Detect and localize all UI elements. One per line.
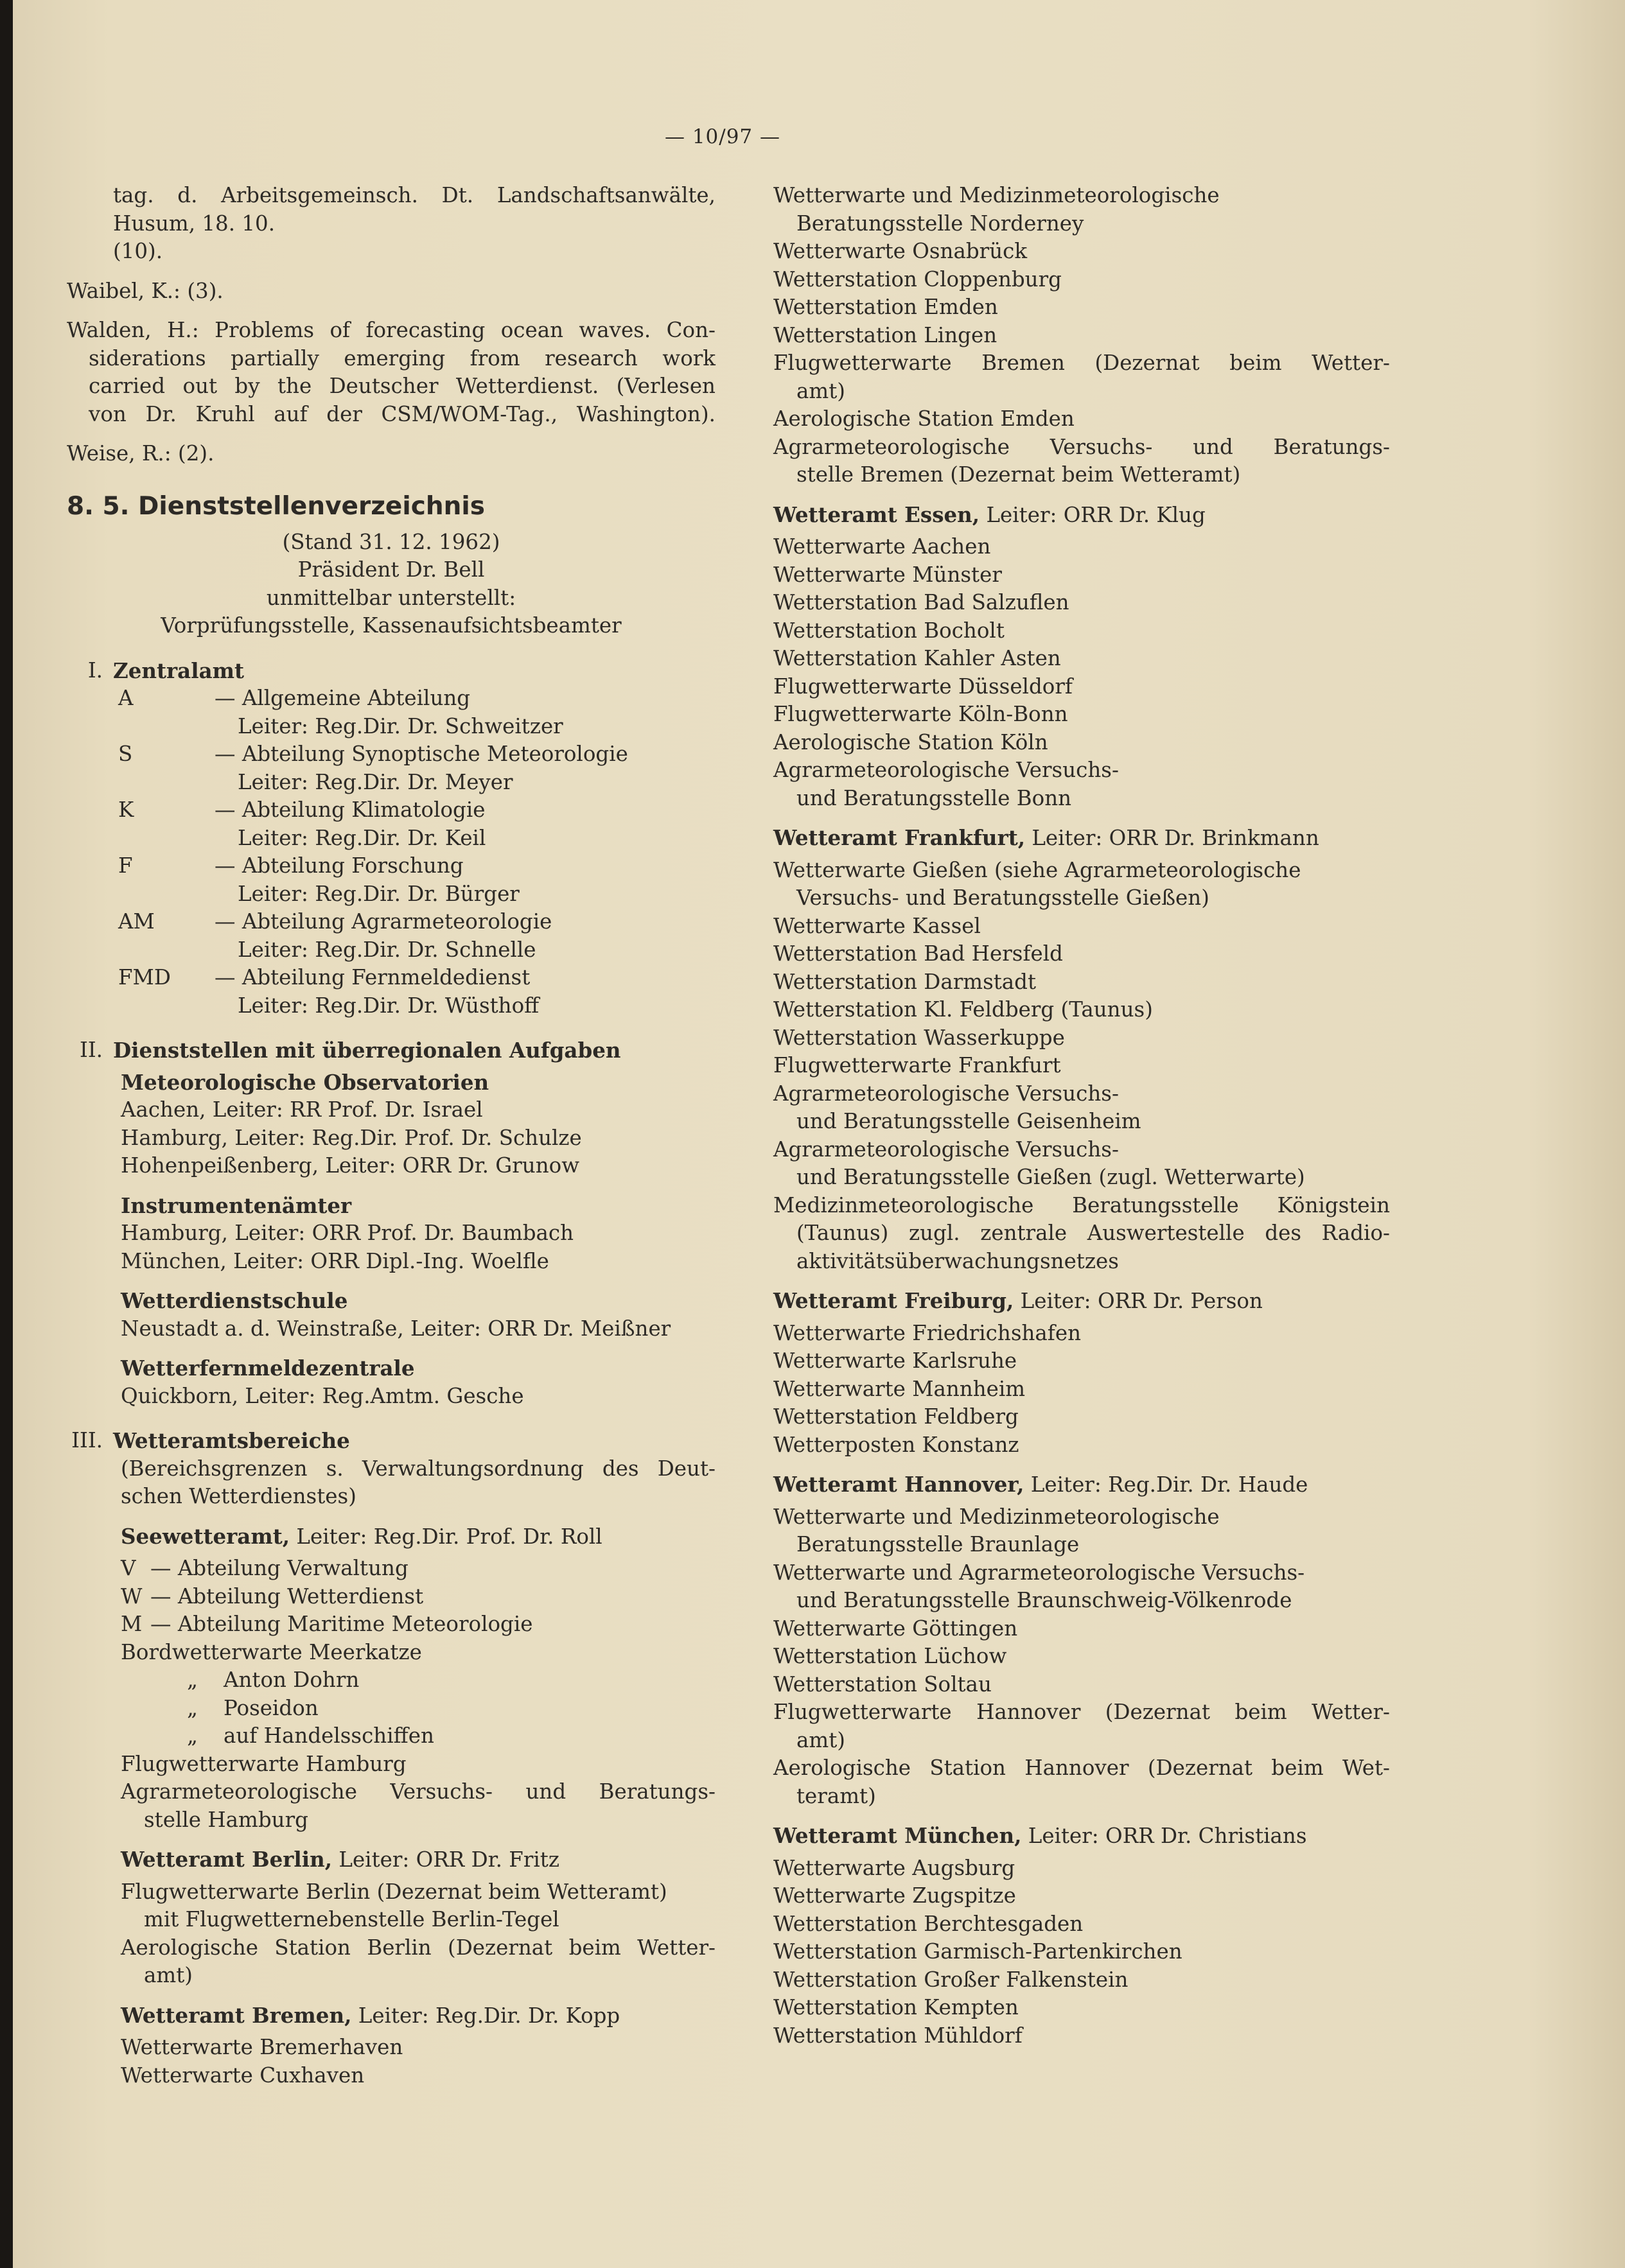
list-item: Wetterstation Berchtesgaden xyxy=(773,1911,1084,1936)
list-item: Wetterstation Darmstadt xyxy=(773,969,1037,994)
department-name: — Abteilung Forschung xyxy=(215,853,464,878)
list-item: Wetterstation Emden xyxy=(773,295,998,319)
section-heading: Zentralamt xyxy=(113,658,245,683)
list-item: amt) xyxy=(796,378,845,403)
list-item: Flugwetterwarte Berlin (Dezernat beim Wetteramt) xyxy=(121,1879,667,1904)
department-name: — Allgemeine Abteilung xyxy=(215,686,471,710)
note-line: (Bereichsgrenzen s. Verwaltungsordnung des Deut- xyxy=(121,1456,716,1481)
intro-line: Präsident Dr. Bell xyxy=(297,557,485,582)
list-item: Hamburg, Leiter: Reg.Dir. Prof. Dr. Schulze xyxy=(121,1125,582,1150)
department-code: S xyxy=(118,742,133,766)
list-item: aktivitätsüberwachungsnetzes xyxy=(796,1248,1119,1273)
list-item: Wetterwarte Münster xyxy=(773,562,1002,587)
department-head: Leiter: Reg.Dir. Dr. Bürger xyxy=(238,881,520,906)
list-item: Wetterposten Konstanz xyxy=(773,1432,1019,1457)
subheading: Meteorologische Observatorien xyxy=(121,1069,489,1095)
note-line: schen Wetterdienstes) xyxy=(121,1484,356,1508)
list-item: Flugwetterwarte Hannover (Dezernat beim Wetter- xyxy=(773,1700,1390,1724)
list-item: stelle Bremen (Dezernat beim Wetteramt) xyxy=(796,462,1241,487)
list-item: Wetterstation Garmisch-Partenkirchen xyxy=(773,1939,1182,1964)
list-item: Wetterstation Bad Hersfeld xyxy=(773,941,1063,966)
list-item: Aerologische Station Köln xyxy=(773,729,1048,755)
section-heading: Wetteramtsbereiche xyxy=(113,1428,350,1453)
department-row xyxy=(118,685,716,740)
zentralamt-departments xyxy=(67,685,716,1020)
department-row xyxy=(118,852,716,908)
list-item: Wetterstation Mühldorf xyxy=(773,2023,1023,2048)
ditto-item: „ Poseidon xyxy=(187,1695,319,1720)
list-item: Medizinmeteorologische Beratungsstelle Königstein xyxy=(773,1192,1390,1217)
department-name: — Abteilung Agrarmeteorologie xyxy=(215,909,552,934)
reference-line: carried out by the Deutscher Wetterdienst. (Verlesen xyxy=(89,374,716,398)
list-item: Aerologische Station Emden xyxy=(773,406,1075,431)
list-item: Wetterwarte Mannheim xyxy=(773,1376,1026,1401)
list-item: Wetterwarte Osnabrück xyxy=(773,239,1028,263)
department-code: AM xyxy=(118,909,155,934)
office-heading-berlin: Wetteramt Berlin, Leiter: ORR Dr. Fritz xyxy=(121,1847,559,1872)
list-item: Wetterwarte Friedrichshafen xyxy=(773,1320,1081,1345)
department-head: Leiter: Reg.Dir. Dr. Keil xyxy=(238,825,486,850)
list-item: und Beratungsstelle Geisenheim xyxy=(796,1109,1141,1133)
department-row xyxy=(118,964,716,1020)
list-item: Beratungsstelle Braunlage xyxy=(796,1532,1080,1557)
list-item: Wetterstation Bocholt xyxy=(773,618,1005,643)
intro-line: Vorprüfungsstelle, Kassenaufsichtsbeamter xyxy=(161,613,622,638)
section-heading: Dienststellen mit überregionalen Aufgaben xyxy=(113,1038,621,1063)
left-column xyxy=(67,182,716,2089)
list-item: Agrarmeteorologische Versuchs- xyxy=(773,758,1119,782)
list-item: Wetterwarte Zugspitze xyxy=(773,1883,1016,1908)
office-heading-hannover: Wetteramt Hannover, Leiter: Reg.Dir. Dr. Haude xyxy=(773,1472,1308,1497)
list-item: Wetterstation Lingen xyxy=(773,322,997,347)
office-heading-essen: Wetteramt Essen, Leiter: ORR Dr. Klug xyxy=(773,502,1206,527)
list-item: und Beratungsstelle Gießen (zugl. Wetterwarte) xyxy=(796,1165,1305,1189)
list-item: amt) xyxy=(796,1727,845,1752)
list-item: Quickborn, Leiter: Reg.Amtm. Gesche xyxy=(121,1383,524,1408)
department-row xyxy=(118,740,716,796)
subheading: Instrumentenämter xyxy=(121,1192,352,1218)
reference-line: Walden, H.: Problems of forecasting ocean waves. Con- xyxy=(67,318,716,342)
office-heading-freiburg: Wetteramt Freiburg, Leiter: ORR Dr. Person xyxy=(773,1288,1263,1313)
reference-continuation-line: tag. d. Arbeitsgemeinsch. Dt. Landschaftsanwälte, xyxy=(113,183,716,207)
see-department: W — Abteilung Wetterdienst xyxy=(121,1583,424,1609)
list-item: Wetterstation Kl. Feldberg (Taunus) xyxy=(773,997,1153,1022)
list-item: Wetterstation Lüchow xyxy=(773,1644,1007,1668)
list-item: stelle Hamburg xyxy=(144,1807,308,1832)
section-ueberregional xyxy=(67,1036,716,1065)
reference-line: siderations partially emerging from research work xyxy=(89,345,716,371)
office-heading-bremen: Wetteramt Bremen, Leiter: Reg.Dir. Dr. Kopp xyxy=(121,2002,620,2028)
department-code: F xyxy=(118,853,133,878)
list-item: Aerologische Station Berlin (Dezernat beim Wetter- xyxy=(121,1935,716,1960)
list-item: und Beratungsstelle Bonn xyxy=(796,785,1072,810)
wetteramtsbereiche-list xyxy=(67,1455,716,2090)
department-head: Leiter: Reg.Dir. Dr. Schweitzer xyxy=(238,713,563,738)
department-head: Leiter: Reg.Dir. Dr. Schnelle xyxy=(238,937,536,962)
list-item: München, Leiter: ORR Dipl.-Ing. Woelfle xyxy=(121,1248,549,1273)
reference-weise: Weise, R.: (2). xyxy=(67,441,215,466)
department-name: — Abteilung Synoptische Meteorologie xyxy=(215,742,628,766)
list-item: Agrarmeteorologische Versuchs- und Beratungs- xyxy=(121,1779,716,1804)
department-row xyxy=(118,908,716,964)
section-title: 8. 5. Dienststellenverzeichnis xyxy=(67,491,485,521)
list-item: Hohenpeißenberg, Leiter: ORR Dr. Grunow xyxy=(121,1153,580,1178)
list-item: Flugwetterwarte Bremen (Dezernat beim Wetter- xyxy=(773,351,1390,375)
list-item: Agrarmeteorologische Versuchs- xyxy=(773,1137,1119,1162)
list-item: Wetterstation Wasserkuppe xyxy=(773,1025,1065,1050)
list-item: Beratungsstelle Norderney xyxy=(796,211,1084,236)
subheading: Wetterfernmeldezentrale xyxy=(121,1356,415,1381)
list-item: Hamburg, Leiter: ORR Prof. Dr. Baumbach xyxy=(121,1221,574,1245)
list-item: Wetterstation Soltau xyxy=(773,1671,992,1697)
department-row xyxy=(118,796,716,852)
department-name: — Abteilung Fernmeldedienst xyxy=(215,965,531,990)
reference-continuation-line: Husum, 18. 10. xyxy=(113,211,276,236)
list-item: Flugwetterwarte Köln-Bonn xyxy=(773,702,1068,726)
list-item: Wetterwarte und Agrarmeteorologische Versuchs- xyxy=(773,1560,1305,1585)
see-department: V — Abteilung Verwaltung xyxy=(121,1556,408,1580)
list-item: Wetterstation Kahler Asten xyxy=(773,646,1061,670)
section-wetteramtsbereiche xyxy=(67,1427,716,1455)
ditto-item: „ auf Handelsschiffen xyxy=(187,1723,434,1748)
list-item: Wetterwarte Gießen (siehe Agrarmeteorologische xyxy=(773,857,1301,882)
list-item: Flugwetterwarte Düsseldorf xyxy=(773,674,1073,699)
list-item: Wetterstation Kempten xyxy=(773,1995,1019,2019)
list-item: (Taunus) zugl. zentrale Auswertestelle des Radio- xyxy=(796,1221,1390,1245)
office-heading-seewetteramt: Seewetteramt, Leiter: Reg.Dir. Prof. Dr. Roll xyxy=(121,1523,602,1549)
department-code: A xyxy=(118,686,134,710)
list-item: Wetterstation Feldberg xyxy=(773,1404,1019,1429)
list-item: Wetterwarte Augsburg xyxy=(773,1855,1015,1880)
list-item: Wetterwarte Aachen xyxy=(773,534,991,559)
list-item: Wetterwarte Göttingen xyxy=(773,1616,1018,1641)
list-item: Aachen, Leiter: RR Prof. Dr. Israel xyxy=(121,1097,483,1122)
department-name: — Abteilung Klimatologie xyxy=(215,798,486,822)
list-item: Aerologische Station Hannover (Dezernat beim Wet- xyxy=(773,1756,1390,1780)
department-head: Leiter: Reg.Dir. Dr. Wüsthoff xyxy=(238,993,540,1018)
list-item: Wetterwarte Kassel xyxy=(773,913,981,938)
document-page xyxy=(13,0,1625,2268)
roman-numeral: III. xyxy=(71,1428,103,1452)
subheading: Wetterdienstschule xyxy=(121,1288,348,1313)
list-item: Wetterwarte Karlsruhe xyxy=(773,1348,1017,1373)
list-item: Wetterwarte Bremerhaven xyxy=(121,2035,403,2059)
list-item: Flugwetterwarte Frankfurt xyxy=(773,1053,1061,1077)
list-item: Agrarmeteorologische Versuchs- xyxy=(773,1081,1119,1106)
list-item: Wetterwarte und Medizinmeteorologische xyxy=(773,183,1220,207)
list-item: Flugwetterwarte Hamburg xyxy=(121,1751,407,1776)
department-code: FMD xyxy=(118,965,171,990)
department-code: K xyxy=(118,798,134,822)
intro-line: (Stand 31. 12. 1962) xyxy=(282,529,500,554)
office-heading-muenchen: Wetteramt München, Leiter: ORR Dr. Christians xyxy=(773,1823,1307,1848)
see-department: M — Abteilung Maritime Meteorologie xyxy=(121,1612,533,1636)
reference-line: von Dr. Kruhl auf der CSM/WOM-Tag., Washington). xyxy=(89,401,716,426)
intro-line: unmittelbar unterstellt: xyxy=(266,585,516,610)
list-item: Neustadt a. d. Weinstraße, Leiter: ORR Dr. Meißner xyxy=(121,1316,671,1341)
roman-numeral: II. xyxy=(79,1038,103,1062)
list-item: Bordwetterwarte Meerkatze xyxy=(121,1639,422,1664)
reference-walden xyxy=(67,317,716,428)
list-item: Wetterstation Bad Salzuflen xyxy=(773,590,1069,615)
section-zentralamt xyxy=(67,657,716,685)
department-head: Leiter: Reg.Dir. Dr. Meyer xyxy=(238,769,513,794)
list-item: und Beratungsstelle Braunschweig-Völkenrode xyxy=(796,1588,1292,1612)
ueberregional-list xyxy=(67,1069,716,1411)
reference-waibel: Waibel, K.: (3). xyxy=(67,278,224,303)
ditto-item: „ Anton Dohrn xyxy=(187,1668,360,1692)
list-item: Versuchs- und Beratungsstelle Gießen) xyxy=(796,885,1209,910)
reference-continuation-line: (10). xyxy=(113,239,163,263)
list-item: teramt) xyxy=(796,1783,876,1808)
roman-numeral: I. xyxy=(87,658,103,683)
right-column xyxy=(773,182,1390,2050)
list-item: Agrarmeteorologische Versuchs- und Beratungs- xyxy=(773,434,1390,459)
office-heading-frankfurt: Wetteramt Frankfurt, Leiter: ORR Dr. Brinkmann xyxy=(773,825,1319,850)
list-item: Wetterstation Großer Falkenstein xyxy=(773,1967,1129,1992)
list-item: Wetterwarte Cuxhaven xyxy=(121,2063,365,2088)
page-number: — 10/97 — xyxy=(664,125,781,148)
list-item: Wetterstation Cloppenburg xyxy=(773,266,1062,292)
list-item: Wetterwarte und Medizinmeteorologische xyxy=(773,1504,1220,1529)
list-item: mit Flugwetternebenstelle Berlin-Tegel xyxy=(144,1907,559,1932)
list-item: amt) xyxy=(144,1963,193,1987)
